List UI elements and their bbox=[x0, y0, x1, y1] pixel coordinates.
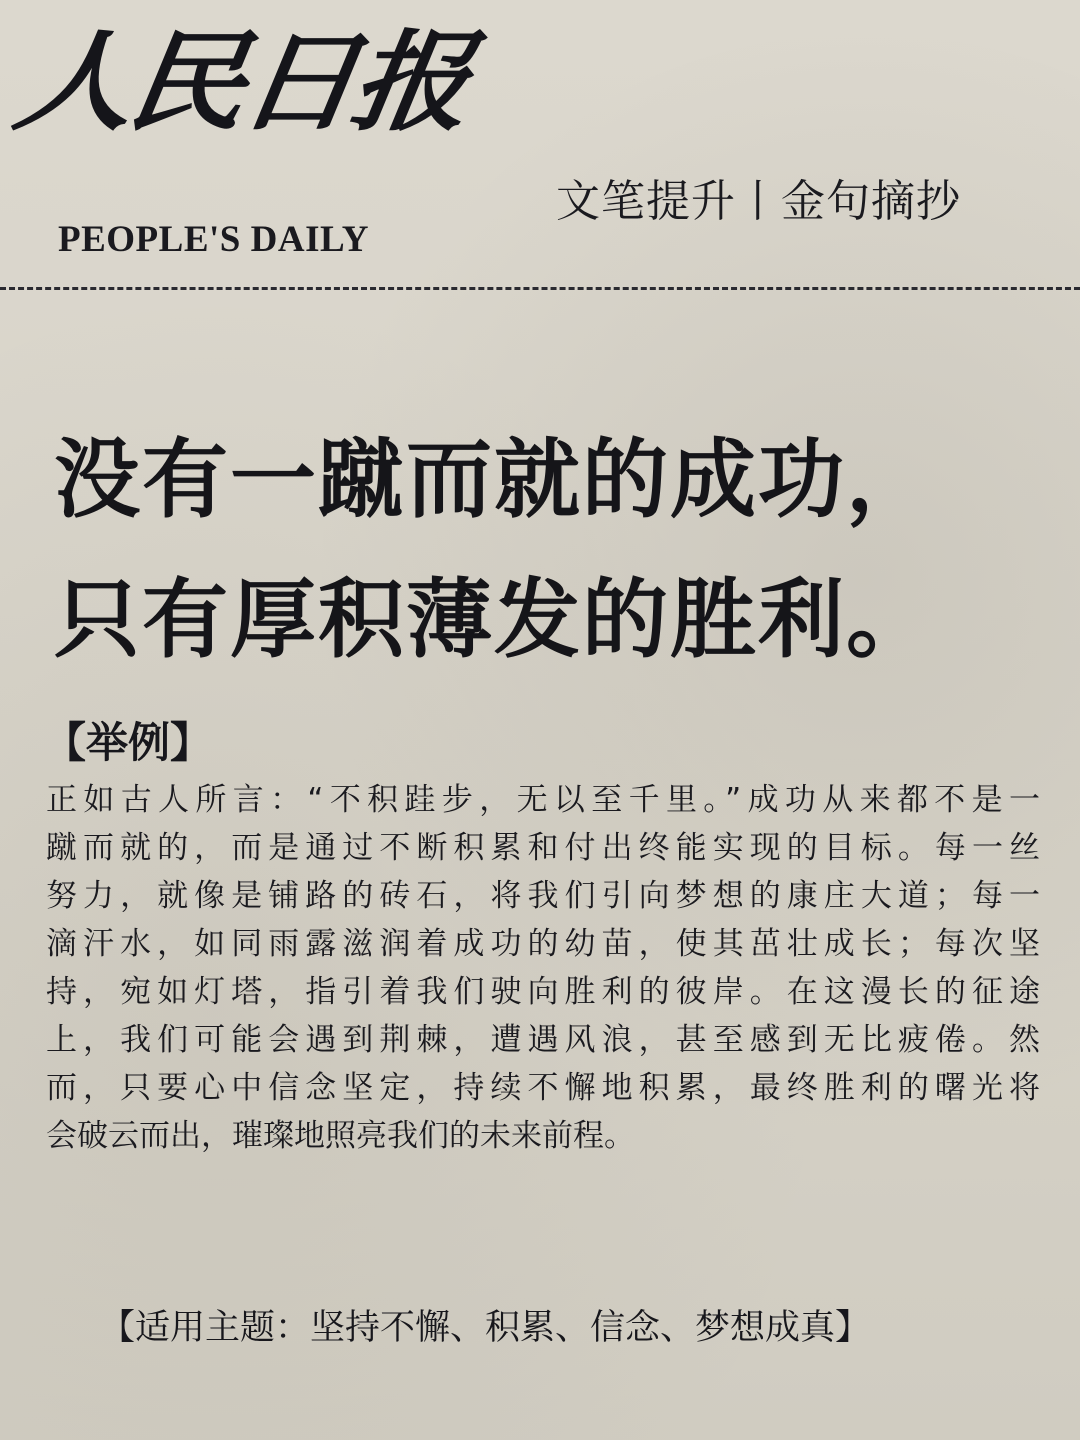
applicable-topics: 【适用主题：坚持不懈、积累、信念、梦想成真】 bbox=[100, 1308, 871, 1348]
example-label: 【举例】 bbox=[44, 718, 213, 767]
paragraph-line: 努力，就像是铺路的砖石，将我们引向梦想的康庄大道；每一 bbox=[46, 878, 1040, 914]
example-paragraph bbox=[46, 776, 1040, 1160]
english-masthead-name: PEOPLE'S DAILY bbox=[58, 219, 369, 260]
logo-calligraphy: 人民日报 bbox=[7, 17, 474, 146]
paragraph-line: 滴汗水，如同雨露滋润着成功的幼苗，使其茁壮成长；每次坚 bbox=[46, 926, 1040, 962]
headline-line-1: 没有一蹴而就的成功， bbox=[54, 430, 934, 530]
paragraph-line: 持，宛如灯塔，指引着我们驶向胜利的彼岸。在这漫长的征途 bbox=[46, 974, 1040, 1010]
paragraph-line: 蹴而就的，而是通过不断积累和付出终能实现的目标。每一丝 bbox=[46, 830, 1040, 866]
masthead bbox=[0, 0, 1080, 300]
paragraph-line: 正如古人所言：“不积跬步，无以至千里。”成功从来都不是一 bbox=[46, 782, 1040, 818]
newspaper-logo bbox=[7, 17, 474, 208]
column-tagline: 文笔提升丨金句摘抄 bbox=[556, 176, 961, 227]
dashed-divider bbox=[0, 287, 1080, 290]
paragraph-line: 上，我们可能会遇到荆棘，遭遇风浪，甚至感到无比疲倦。然 bbox=[46, 1022, 1040, 1058]
headline-line-2: 只有厚积薄发的胜利。 bbox=[54, 570, 934, 670]
paragraph-line: 而，只要心中信念坚定，持续不懈地积累，最终胜利的曙光将 bbox=[46, 1070, 1040, 1106]
headline-quote bbox=[54, 410, 1054, 690]
paragraph-line: 会破云而出，璀璨地照亮我们的未来前程。 bbox=[46, 1118, 635, 1154]
